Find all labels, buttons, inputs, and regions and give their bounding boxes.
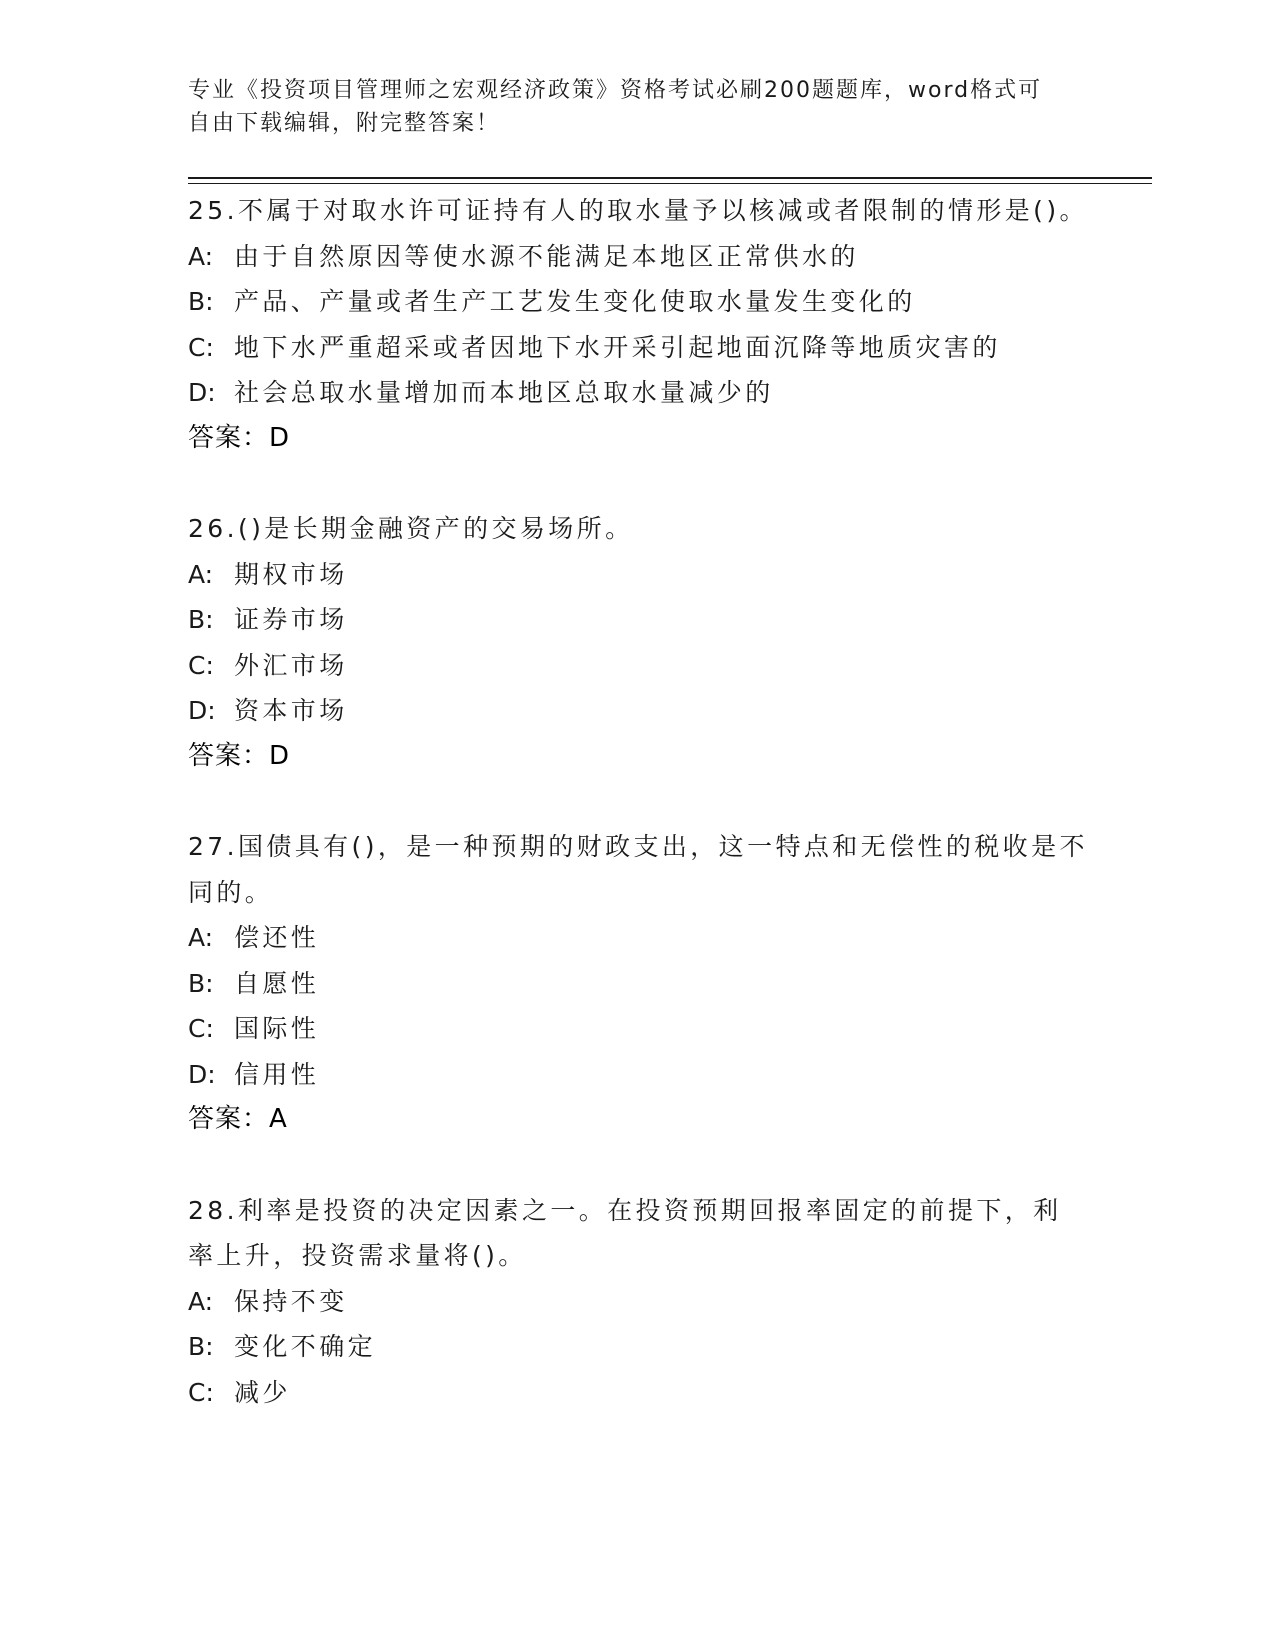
option-b	[188, 961, 1088, 1007]
option-text: 保持不变	[234, 1286, 348, 1316]
option-c	[188, 1006, 1088, 1052]
option-text: 变化不确定	[234, 1332, 377, 1361]
option-text: 地下水严重超采或者因地下水开采引起地面沉降等地质灾害的	[234, 332, 1001, 362]
question-25	[188, 188, 1088, 461]
option-letter: B:	[188, 1332, 214, 1361]
option-c	[188, 643, 1088, 689]
option-letter: A:	[188, 241, 214, 271]
option-d	[188, 370, 1088, 416]
question-26	[188, 506, 1088, 779]
question-text: 25.不属于对取水许可证持有人的取水量予以核减或者限制的情形是()。	[188, 196, 1088, 225]
answer-line: 答案：D	[188, 740, 291, 771]
option-c	[188, 1370, 1088, 1416]
option-text: 自愿性	[234, 968, 320, 998]
option-b	[188, 279, 1088, 325]
option-letter: C:	[188, 650, 214, 680]
document-header	[188, 74, 1088, 140]
header-rule-thick	[188, 177, 1152, 179]
option-letter: A:	[188, 1286, 214, 1316]
header-rule-thin	[188, 183, 1152, 184]
option-text: 证券市场	[234, 605, 348, 634]
option-letter: A:	[188, 559, 214, 589]
option-b	[188, 597, 1088, 643]
option-a	[188, 234, 1088, 280]
option-text: 外汇市场	[234, 650, 348, 680]
option-letter: D:	[188, 1059, 216, 1089]
option-text: 国际性	[234, 1014, 320, 1043]
header-line-1: 专业《投资项目管理师之宏观经济政策》资格考试必刷200题题库，word格式可	[188, 78, 1043, 103]
question-28	[188, 1188, 1088, 1416]
option-text: 社会总取水量增加而本地区总取水量减少的	[234, 378, 774, 407]
option-text: 资本市场	[234, 696, 348, 725]
option-letter: C:	[188, 1377, 214, 1407]
option-letter: B:	[188, 968, 214, 998]
option-letter: D:	[188, 378, 216, 407]
option-letter: C:	[188, 332, 214, 362]
question-27	[188, 824, 1088, 1143]
answer-line: 答案：A	[188, 1104, 288, 1134]
option-letter: B:	[188, 287, 214, 316]
option-d	[188, 688, 1088, 734]
option-letter: C:	[188, 1014, 214, 1043]
question-text: 28.利率是投资的决定因素之一。在投资预期回报率固定的前提下，利率上升，投资需求量将()。	[188, 1195, 1062, 1270]
option-text: 期权市场	[234, 559, 348, 589]
option-letter: D:	[188, 696, 216, 725]
question-text: 26.()是长期金融资产的交易场所。	[188, 514, 634, 543]
option-b	[188, 1324, 1088, 1370]
option-text: 信用性	[234, 1059, 320, 1089]
question-list	[188, 188, 1088, 1460]
option-c	[188, 325, 1088, 371]
option-a	[188, 1279, 1088, 1325]
option-text: 产品、产量或者生产工艺发生变化使取水量发生变化的	[234, 287, 916, 316]
option-text: 由于自然原因等使水源不能满足本地区正常供水的	[234, 241, 859, 271]
answer-line: 答案：D	[188, 422, 291, 453]
option-a	[188, 915, 1088, 961]
option-letter: A:	[188, 923, 214, 952]
question-text: 27.国债具有()，是一种预期的财政支出，这一特点和无偿性的税收是不同的。	[188, 832, 1088, 907]
option-letter: B:	[188, 605, 214, 634]
option-text: 减少	[234, 1377, 291, 1407]
option-a	[188, 552, 1088, 598]
header-line-2: 自由下载编辑，附完整答案！	[188, 111, 501, 136]
option-d	[188, 1052, 1088, 1098]
option-text: 偿还性	[234, 923, 320, 952]
